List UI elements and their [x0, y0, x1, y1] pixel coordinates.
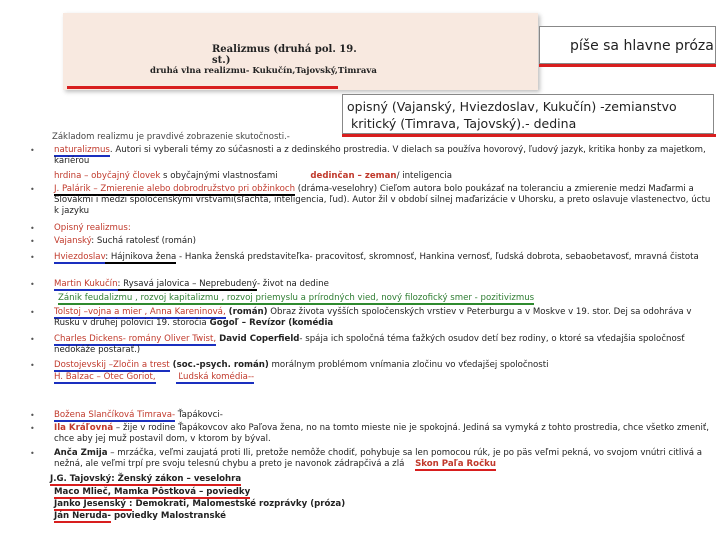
realism-type-critical: kritický (Timrava, Tajovský).- dedina [351, 116, 577, 131]
list-item-slancikova [30, 410, 714, 421]
text: - spája ich spoločná téma ťažkých osudov detí bez rodiny, o ktoré sa vťedajšia spoločnosť nedokáže postarať.) [54, 334, 685, 356]
list-item-palarik [30, 184, 714, 218]
term-anca: Anča Zmija [54, 448, 108, 458]
term-palarik: J. Palárik – Zmierenie alebo dobrodružstvo pri obžinkoch [54, 184, 296, 194]
bullet-icon: • [30, 253, 35, 262]
text: (dráma-veselohry) Cieľom autora bolo poukázať na toleranciu a zmierenie medzi Maďarmi a Slovákmi i medzi spoločenskými vrstvami(šľachta, inteligencia, ľud). Autor žil v období silnej maďarizácie v Uhorsku, a preto oslavuje vlastenectvo, úctu k jazyku [54, 184, 711, 217]
page-title: Realizmus (druhá pol. 19. st.) [212, 44, 357, 66]
text: Obraz života vyšších spoločenských vrstiev v Peterburgu a v Moskve v 19. stor. Dej sa odohráva v Rusku v druhej polovici 19. storočia [54, 307, 692, 329]
bullet-icon: • [30, 185, 35, 194]
list-item-hviezdoslav [30, 252, 714, 263]
list-item-vajansky [30, 236, 714, 247]
bullet-icon: • [30, 280, 35, 289]
basis-text: Základom realizmu je pravdivé zobrazenie skutočnosti.- [52, 132, 290, 142]
text: . Autori si vyberali témy zo súčasnosti a z dedinského prostredia. V dielach sa používa hovorový, ľudový jazyk, kritika honby za majetkom, kariérou [54, 145, 706, 167]
text: Gogoľ – Revízor (komédia [206, 318, 334, 329]
realism-type-descriptive: opisný (Vajanský, Hviezdoslav, Kukučín) -zemianstvo [347, 99, 677, 114]
text: : Rysavá jalovica – Neprebudený [117, 279, 257, 289]
text: David Coperfield [216, 334, 300, 344]
list-item-anca [30, 448, 714, 470]
list-item-tolstoj [30, 307, 714, 329]
term-dedincan: dedinčan – zeman [310, 171, 397, 181]
bullet-icon: • [30, 308, 35, 317]
term-vajansky: Vajanský [54, 236, 92, 246]
bullet-icon: • [30, 224, 35, 233]
text: : Hájnikova žena [105, 252, 177, 262]
bullet-icon: • [30, 335, 35, 344]
term-skon-pala-rocku: Skon Paľa Ročku [415, 459, 497, 470]
term-hrdina: hrdina – obyčajný človek [54, 171, 161, 181]
text: (soc.-psych. román) [169, 360, 269, 370]
bullet-icon: • [30, 449, 35, 458]
term-opisny: Opisný realizmus: [54, 223, 131, 233]
list-item-hrdina [54, 171, 714, 182]
bullet-icon: • [30, 411, 35, 420]
term-kukucin: Martin Kukučín [54, 279, 118, 289]
list-item-ila [30, 423, 714, 445]
term-balzac: H. Balzac – Otec Goriot, [54, 372, 156, 382]
prose-note-box: píše sa hlavne próza [539, 26, 716, 64]
list-item-maco [54, 487, 714, 498]
term-neruda: Ján Neruda- [54, 511, 112, 521]
list-item-opisny [30, 223, 714, 234]
types-box-red-underline [342, 134, 716, 137]
term-jesensky: Janko Jesenský : [54, 499, 133, 509]
term-ila: Ila Kráľovná [54, 423, 114, 433]
text: morálnym problémom vnímania zločinu vo vťedajšej spoločnosti [268, 360, 549, 370]
text: Ťapákovci- [175, 410, 223, 420]
realism-types-box [342, 94, 714, 134]
text: – žije v rodine Ťapákovcov ako Paľova žena, no na tomto mieste nie je spokojná. Jediná sa vymyká z tohto prostredia, chce všetko zmeniť, chce aby jej muž postavil dom, v ktorom by býval. [54, 423, 709, 445]
term-zanik: Zánik feudalizmu , rozvoj kapitalizmu , rozvoj priemyslu a prírodných vied, nový filozofický smer - pozitivizmus [58, 293, 535, 303]
text: – mrzáčka, veľmi zaujatá proti Ili, pretože nemôže chodiť, pohybuje sa len pomocou rúk, je po päs veľmi pekná, vo svojom vnútri citlivá a nežná, ale veľmi trpí pre svoju telesnú chybu a preto je navonok zádrapčivá a zlá [54, 448, 702, 470]
text: s obyčajnými vlastnosťami [160, 171, 278, 181]
list-item-kukucin [30, 279, 714, 290]
list-item-balzac [54, 372, 714, 383]
text: Demokrati, Malomestské rozprávky (próza) [132, 499, 346, 509]
term-ludska-komedia: Ľudská komédia-- [175, 372, 255, 382]
term-tajovsky: J.G. Tajovský: Ženský zákon – veselohra [50, 474, 242, 484]
text: - Hanka ženská predstaviteľka- pracovitosť, skromnosť, Hankina vernosť, ľudská dobrota, sebaobetavosť, mravná čistota [176, 252, 699, 262]
term-hviezdoslav: Hviezdoslav [54, 252, 106, 262]
title-red-underline [67, 86, 338, 89]
bullet-icon: • [30, 146, 35, 155]
text: poviedky Malostranské [111, 511, 226, 521]
list-item-neruda [54, 511, 714, 522]
term-naturalizmus: naturalizmus [54, 145, 110, 155]
bullet-icon: • [30, 361, 35, 370]
term-dickens: Charles Dickens- romány Oliver Twist, [54, 334, 217, 344]
list-item-dickens [30, 334, 714, 356]
text: - život na dedine [256, 279, 329, 289]
list-item-jesensky [54, 499, 714, 510]
term-slancikova: Božena Slančíková Timrava- [54, 410, 176, 420]
text: / inteligencia [396, 171, 453, 181]
bullet-icon: • [30, 237, 35, 246]
term-tolstoj: Tolstoj –vojna a mier , Anna Kareninová, [54, 307, 226, 317]
list-item-naturalizmus [30, 145, 714, 167]
term-maco: Maco Mlieč, Mamka Pôstková – poviedky [54, 487, 251, 497]
bullet-icon: • [30, 424, 35, 433]
term-dostojevskij: Dostojevskij –Zločin a trest [54, 360, 170, 370]
prose-box-red-underline [539, 64, 716, 67]
text: : Suchá ratolesť (román) [91, 236, 196, 246]
page-subtitle: druhá vlna realizmu- Kukučín,Tajovský,Timrava [150, 66, 377, 76]
list-item-zanik [58, 293, 718, 304]
text: (román) [225, 307, 268, 317]
list-item-dostojevskij [30, 360, 714, 371]
list-item-tajovsky [50, 474, 710, 485]
